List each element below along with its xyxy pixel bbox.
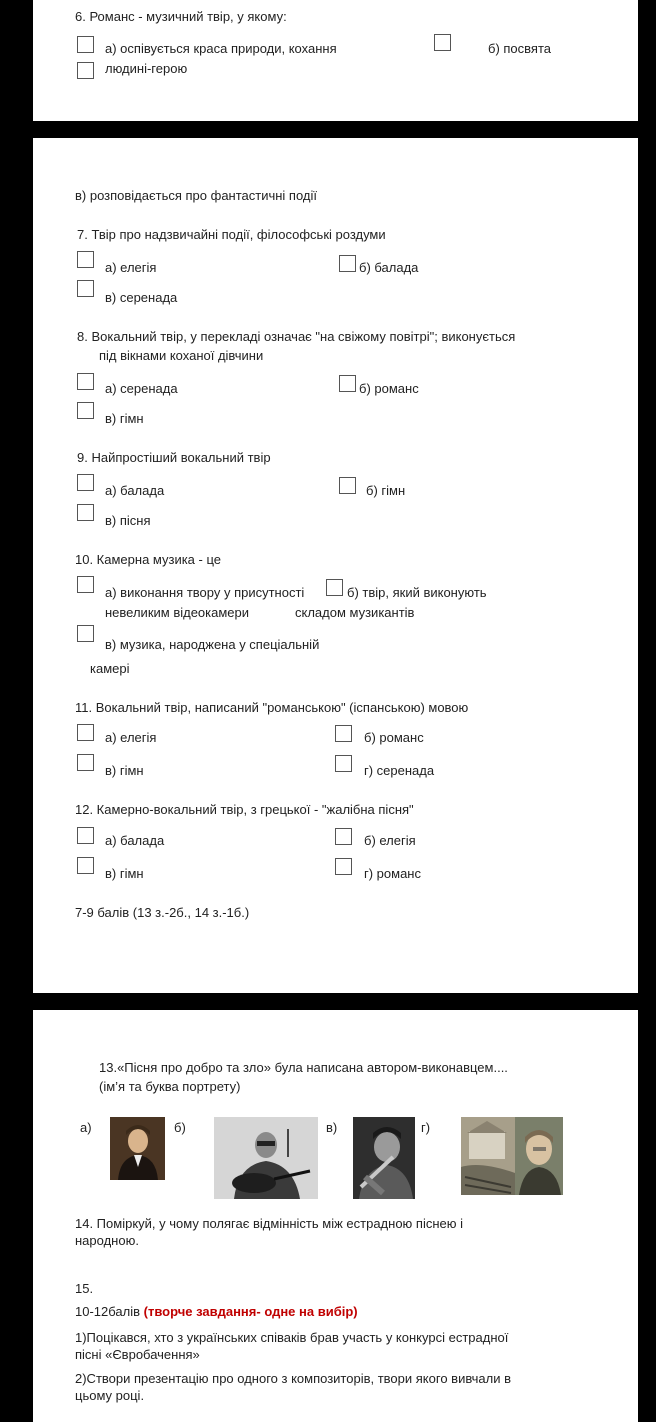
q10-checkbox-v[interactable] [77, 625, 94, 642]
q10-checkbox-a[interactable] [77, 576, 94, 593]
question-12: 12. Камерно-вокальний твір, з грецької - "жалібна пісня" [75, 802, 414, 817]
question-11: 11. Вокальний твір, написаний "романською" (іспанською) мовою [75, 700, 469, 715]
task-1-line2: пісні «Євробачення» [75, 1347, 200, 1362]
q10-option-v-cont: камері [90, 661, 130, 676]
question-7: 7. Твір про надзвичайні події, філософські роздуми [77, 227, 386, 242]
q8-option-b: б) романс [359, 381, 419, 396]
portrait-b-image [214, 1117, 318, 1199]
q6-checkbox-b[interactable] [434, 34, 451, 51]
q6-option-a: а) оспівується краса природи, кохання [105, 41, 337, 56]
task-2-line2: цьому році. [75, 1388, 145, 1403]
q6-option-a-cont: людині-герою [105, 61, 188, 76]
q9-checkbox-a[interactable] [77, 474, 94, 491]
q10-checkbox-b[interactable] [326, 579, 343, 596]
portrait-label-b: б) [174, 1120, 186, 1135]
q12-checkbox-g[interactable] [335, 858, 352, 875]
portrait-v-image [353, 1117, 415, 1199]
q8-option-v: в) гімн [105, 411, 144, 426]
question-10: 10. Камерна музика - це [75, 552, 221, 567]
q11-option-g: г) серенада [364, 763, 435, 778]
q7-checkbox-b[interactable] [339, 255, 356, 272]
question-6: 6. Романс - музичний твір, у якому: [75, 9, 287, 24]
q12-checkbox-b[interactable] [335, 828, 352, 845]
q9-option-a: а) балада [105, 483, 165, 498]
q8-option-a: а) серенада [105, 381, 178, 396]
portrait-a-image [110, 1117, 165, 1180]
portrait-label-v: в) [326, 1120, 338, 1135]
q12-option-v: в) гімн [105, 866, 144, 881]
q8-checkbox-a[interactable] [77, 373, 94, 390]
question-15: 15. [75, 1281, 94, 1296]
task-1-line1: 1)Поцікався, хто з українських співаків брав участь у конкурсі естрадної [75, 1330, 509, 1345]
q11-option-v: в) гімн [105, 763, 144, 778]
portrait-label-a: а) [80, 1120, 92, 1135]
q12-option-b: б) елегія [364, 833, 416, 848]
q10-option-v: в) музика, народжена у спеціальній [105, 637, 320, 652]
score-creative-red: (творче завдання- одне на вибір) [143, 1304, 358, 1319]
q8-checkbox-b[interactable] [339, 375, 356, 392]
q10-option-b-cont: складом музикантів [295, 605, 415, 620]
q6-option-b: б) посвята [488, 41, 551, 56]
q9-checkbox-v[interactable] [77, 504, 94, 521]
portrait-g[interactable] [461, 1117, 563, 1195]
q6-option-v: в) розповідається про фантастичні події [75, 188, 318, 203]
q8-checkbox-v[interactable] [77, 402, 94, 419]
task-2-line1: 2)Створи презентацію про одного з композиторів, твори якого вивчали в [75, 1371, 512, 1386]
q7-option-a: а) елегія [105, 260, 157, 275]
q11-option-b: б) романс [364, 730, 424, 745]
portrait-g-image [461, 1117, 563, 1195]
q11-option-a: а) елегія [105, 730, 157, 745]
q11-checkbox-v[interactable] [77, 754, 94, 771]
q6-checkbox-a[interactable] [77, 36, 94, 53]
q7-option-v: в) серенада [105, 290, 178, 305]
question-8-line2: під вікнами коханої дівчини [99, 348, 264, 363]
q12-checkbox-v[interactable] [77, 857, 94, 874]
q7-option-b: б) балада [359, 260, 419, 275]
score-note: 7-9 балів (13 з.-2б., 14 з.-1б.) [75, 905, 250, 920]
q10-option-b: б) твір, який виконують [347, 585, 487, 600]
portrait-label-g: г) [421, 1120, 431, 1135]
q11-checkbox-b[interactable] [335, 725, 352, 742]
score-creative [75, 1304, 358, 1320]
q7-checkbox-a[interactable] [77, 251, 94, 268]
q12-option-g: г) романс [364, 866, 421, 881]
question-14-line1: 14. Поміркуй, у чому полягає відмінність між естрадною піснею і [75, 1216, 463, 1231]
q7-checkbox-v[interactable] [77, 280, 94, 297]
question-13-line2: (ім’я та буква портрету) [99, 1079, 241, 1094]
q9-checkbox-b[interactable] [339, 477, 356, 494]
q11-checkbox-g[interactable] [335, 755, 352, 772]
page-1 [33, 0, 638, 121]
portrait-b[interactable] [214, 1117, 318, 1199]
question-13-line1: 13.«Пісня про добро та зло» була написана автором-виконавцем.... [99, 1060, 508, 1075]
q10-option-a: а) виконання твору у присутності [105, 585, 305, 600]
q12-option-a: а) балада [105, 833, 165, 848]
question-8-line1: 8. Вокальний твір, у перекладі означає "на свіжому повітрі"; виконується [77, 329, 516, 344]
q9-option-b: б) гімн [366, 483, 406, 498]
q10-option-a-cont: невеликим відеокамери [105, 605, 250, 620]
score-creative-prefix: 10-12балів [75, 1304, 144, 1319]
page-2 [33, 138, 638, 993]
portrait-a[interactable] [110, 1117, 165, 1180]
q12-checkbox-a[interactable] [77, 827, 94, 844]
page-3 [33, 1010, 638, 1422]
q9-option-v: в) пісня [105, 513, 151, 528]
q11-checkbox-a[interactable] [77, 724, 94, 741]
question-9: 9. Найпростіший вокальний твір [77, 450, 271, 465]
question-14-line2: народною. [75, 1233, 139, 1248]
q6-checkbox-c[interactable] [77, 62, 94, 79]
portrait-v[interactable] [353, 1117, 415, 1199]
